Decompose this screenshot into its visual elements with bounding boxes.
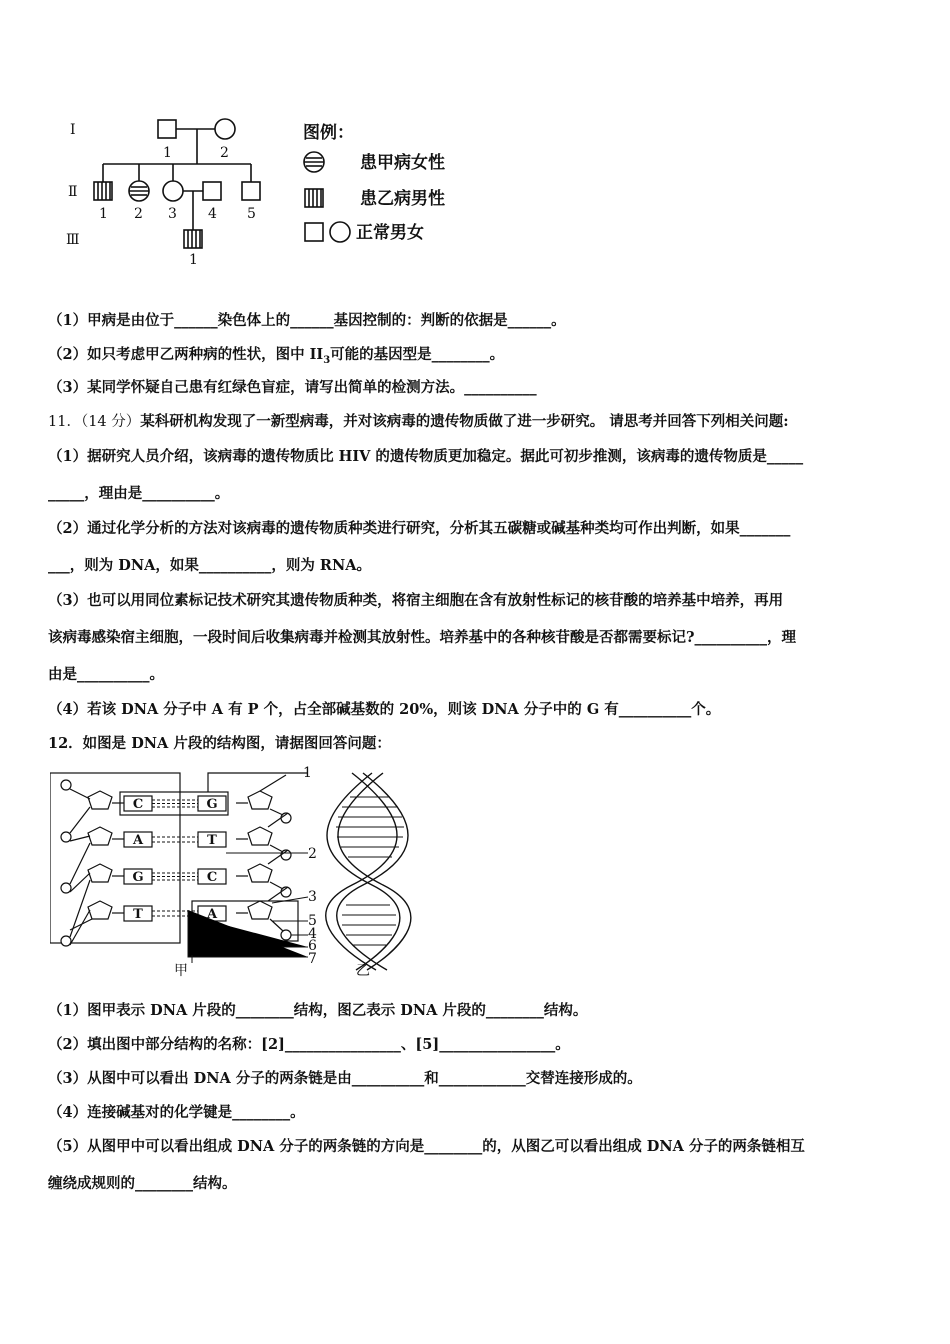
dna-structure-figure (50, 765, 430, 980)
callout-3: 3 (308, 889, 317, 905)
legend-normal-male-icon (305, 223, 323, 241)
gen2-num-3: 3 (168, 206, 177, 222)
gen-label-1: Ⅰ (70, 122, 76, 138)
gen2-num-2: 2 (134, 206, 143, 222)
callout-5: 5 (308, 913, 317, 929)
q10-part1: （1）甲病是由位于______染色体上的______基因控制的：判断的依据是______。 (48, 312, 566, 329)
q11-part3-line1: （3）也可以用同位素标记技术研究其遗传物质种类，将宿主细胞在含有放射性标记的核苷酸的培养基中培养，再用 (48, 592, 784, 609)
q10-part3: （3）某同学怀疑自己患有红绿色盲症，请写出简单的检测方法。__________ (48, 379, 537, 396)
callout-4: 4 (308, 926, 317, 942)
gen-label-2: Ⅱ (68, 184, 78, 200)
q12-part4: （4）连接碱基对的化学键是________。 (48, 1104, 305, 1121)
q10-part2 (48, 345, 504, 371)
right-base-1: G (206, 797, 218, 812)
q11-heading (48, 412, 789, 432)
q12-heading: 12．如图是 DNA 片段的结构图，请据图回答问题： (48, 735, 391, 752)
q12-part2: （2）填出图中部分结构的名称：[2]________________、[5]________________。 (48, 1036, 570, 1053)
gen2-male-5 (242, 182, 260, 200)
right-base-4: A (206, 907, 218, 922)
q11-part3-line3: 由是__________。 (48, 666, 164, 683)
q11-part2-line1: （2）通过化学分析的方法对该病毒的遗传物质种类进行研究，分析其五碳糖或碱基种类均可作出判断，如果_______ (48, 520, 791, 537)
right-base-3: C (206, 870, 218, 885)
q12-part1: （1）图甲表示 DNA 片段的________结构，图乙表示 DNA 片段的________结构。 (48, 1002, 588, 1019)
legend-label-disease-b: 患乙病男性 (360, 189, 445, 209)
q11-part2-line2: ___，则为 DNA，如果__________，则为 RNA。 (48, 557, 371, 574)
q10-part2-sub: 3 (323, 354, 331, 366)
legend-title: 图例： (303, 123, 354, 143)
q12-part5-line1: （5）从图甲中可以看出组成 DNA 分子的两条链的方向是________的，从图乙可以看出组成 DNA 分子的两条链相互 (48, 1138, 805, 1155)
gen1-num-1: 1 (163, 145, 172, 161)
gen1-male-1 (158, 120, 176, 138)
figure-label-yi: 乙 (356, 963, 370, 979)
legend-label-normal: 正常男女 (356, 223, 424, 243)
gen1-female-2 (215, 119, 235, 139)
gen3-num-1: 1 (189, 252, 198, 268)
legend-label-disease-a: 患甲病女性 (360, 153, 445, 173)
gen2-num-1: 1 (99, 206, 108, 222)
gen1-num-2: 2 (220, 145, 229, 161)
gen2-female-3 (163, 181, 183, 201)
left-base-4: T (133, 907, 143, 922)
right-base-2: T (207, 833, 217, 848)
callout-7: 7 (308, 951, 317, 967)
q12-part5-line2: 缠绕成规则的________结构。 (48, 1175, 237, 1192)
q11-number: 11．（14 分） (48, 414, 141, 430)
gen2-male-4 (203, 182, 221, 200)
q10-part2-post: 可能的基因型是________。 (330, 346, 505, 363)
callout-6: 6 (308, 938, 317, 954)
callout-1: 1 (303, 765, 312, 781)
q12-part3: （3）从图中可以看出 DNA 分子的两条链是由__________和____________交替连接形成的。 (48, 1070, 642, 1087)
q11-part1-line2: _____，理由是__________。 (48, 485, 230, 502)
gen2-num-5: 5 (247, 206, 256, 222)
figure-label-jia: 甲 (174, 963, 188, 979)
left-base-2: A (132, 833, 144, 848)
callout-2: 2 (308, 846, 317, 862)
q11-part4: （4）若该 DNA 分子中 A 有 P 个，占全部碱基数的 20%，则该 DNA 分子中的 G 有__________个。 (48, 701, 721, 718)
pedigree-figure (60, 112, 480, 272)
q11-heading-text: 某科研机构发现了一新型病毒，并对该病毒的遗传物质做了进一步研究。 请思考并回答下列相关问题: (140, 413, 789, 430)
q11-part1-line1: （1）据研究人员介绍，该病毒的遗传物质比 HIV 的遗传物质更加稳定。据此可初步推测，该病毒的遗传物质是_____ (48, 448, 804, 465)
gen-label-3: Ⅲ (66, 232, 80, 248)
q10-part2-pre: （2）如只考虑甲乙两种病的性状，图中 II (48, 346, 324, 363)
q11-part3-line2: 该病毒感染宿主细胞，一段时间后收集病毒并检测其放射性。培养基中的各种核苷酸是否都需要标记?__________，理 (48, 629, 796, 646)
legend-normal-female-icon (330, 222, 350, 242)
left-base-1: C (132, 797, 144, 812)
left-base-3: G (132, 870, 144, 885)
gen2-num-4: 4 (208, 206, 217, 222)
